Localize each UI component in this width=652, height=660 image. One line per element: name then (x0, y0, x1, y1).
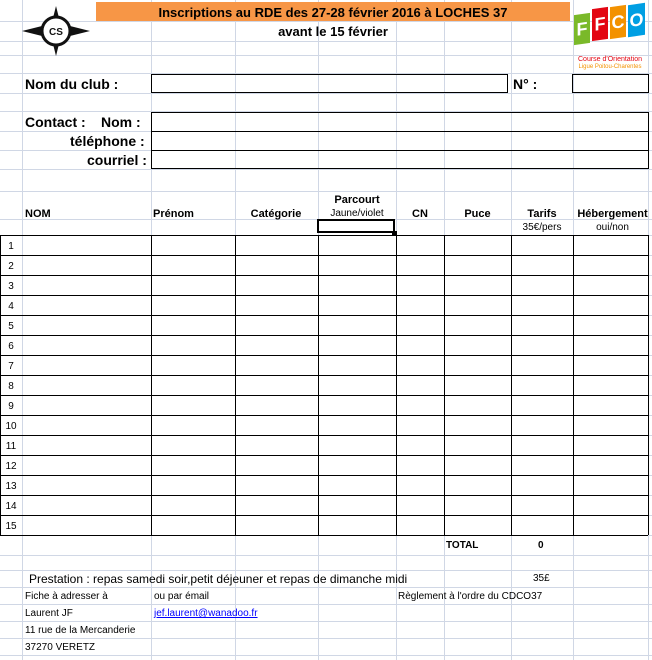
club-label: Nom du club : (25, 76, 119, 92)
col-header-cn: CN (412, 208, 428, 220)
page-subtitle: avant le 15 février (278, 24, 388, 39)
row-number: 6 (8, 341, 14, 352)
col-header-tarifs: Tarifs (527, 208, 557, 220)
compass-logo-icon (20, 6, 92, 56)
col-header-prenom: Prénom (153, 208, 194, 220)
ffco-caption-league: Ligue Poitou-Charentes (578, 64, 642, 70)
club-number-label: N° : (513, 76, 538, 92)
row-number: 2 (8, 261, 14, 272)
contact-email-field[interactable] (151, 150, 648, 168)
row-number: 13 (5, 481, 17, 492)
contact-phone-label: téléphone : (70, 133, 145, 149)
prestation-text: Prestation : repas samedi soir,petit déjeuner et repas de dimanche midi (29, 572, 408, 586)
contact-label: Contact : (25, 114, 86, 130)
prestation-price: 35£ (533, 573, 550, 584)
contact-email-link[interactable]: jef.laurent@wanadoo.fr (154, 608, 258, 619)
col-header-puce: Puce (464, 208, 491, 220)
row-number: 4 (8, 301, 14, 312)
col-header-categorie: Catégorie (250, 208, 302, 220)
row-number: 5 (8, 321, 14, 332)
col-subheader-tarifs: 35€/pers (522, 222, 562, 233)
row-number: 12 (5, 461, 17, 472)
row-number: 8 (8, 381, 14, 392)
col-subheader-parcourt: Jaune/violet (330, 208, 384, 219)
col-header-nom: NOM (25, 208, 51, 220)
ffco-letter-f2: F (592, 7, 608, 41)
club-number-field[interactable] (572, 74, 648, 92)
row-number: 7 (8, 361, 14, 372)
send-to-label: Fiche à adresser à (25, 591, 108, 602)
selected-cell[interactable] (317, 219, 395, 233)
contact-email-label: courriel : (87, 152, 147, 168)
club-logo (20, 6, 92, 56)
total-label: TOTAL (446, 540, 479, 551)
contact-name-field[interactable] (151, 112, 648, 130)
page-title: Inscriptions au RDE des 27-28 février 2016 à LOCHES 37 (158, 5, 508, 20)
total-value: 0 (538, 540, 544, 551)
svg-text:CS: CS (49, 27, 63, 38)
row-number: 10 (5, 421, 17, 432)
col-header-hebergement: Hébergement (577, 208, 648, 220)
ffco-logo (572, 2, 648, 72)
address-city: 37270 VERETZ (25, 642, 96, 653)
ffco-letter-o: O (628, 3, 645, 37)
contact-phone-field[interactable] (151, 131, 648, 149)
row-number: 1 (8, 241, 14, 252)
row-number: 14 (5, 501, 17, 512)
contact-person: Laurent JF (25, 608, 73, 619)
row-number: 11 (5, 441, 17, 452)
payment-note: Règlement à l'ordre du CDCO37 (398, 591, 543, 602)
ffco-letter-f1: F (574, 13, 590, 45)
ffco-letter-c: C (610, 5, 626, 39)
row-number: 9 (8, 401, 14, 412)
col-subheader-hebergement: oui/non (596, 222, 629, 233)
club-name-field[interactable] (151, 74, 507, 92)
ffco-caption: Course d'Orientation (578, 56, 642, 63)
contact-name-label: Nom : (101, 114, 141, 130)
col-header-parcourt: Parcourt (334, 194, 380, 206)
row-number: 15 (5, 521, 17, 532)
address-street: 11 rue de la Mercanderie (25, 625, 136, 636)
email-by-label: ou par émail (154, 591, 210, 602)
row-number: 3 (8, 281, 14, 292)
fill-handle[interactable] (392, 231, 397, 236)
